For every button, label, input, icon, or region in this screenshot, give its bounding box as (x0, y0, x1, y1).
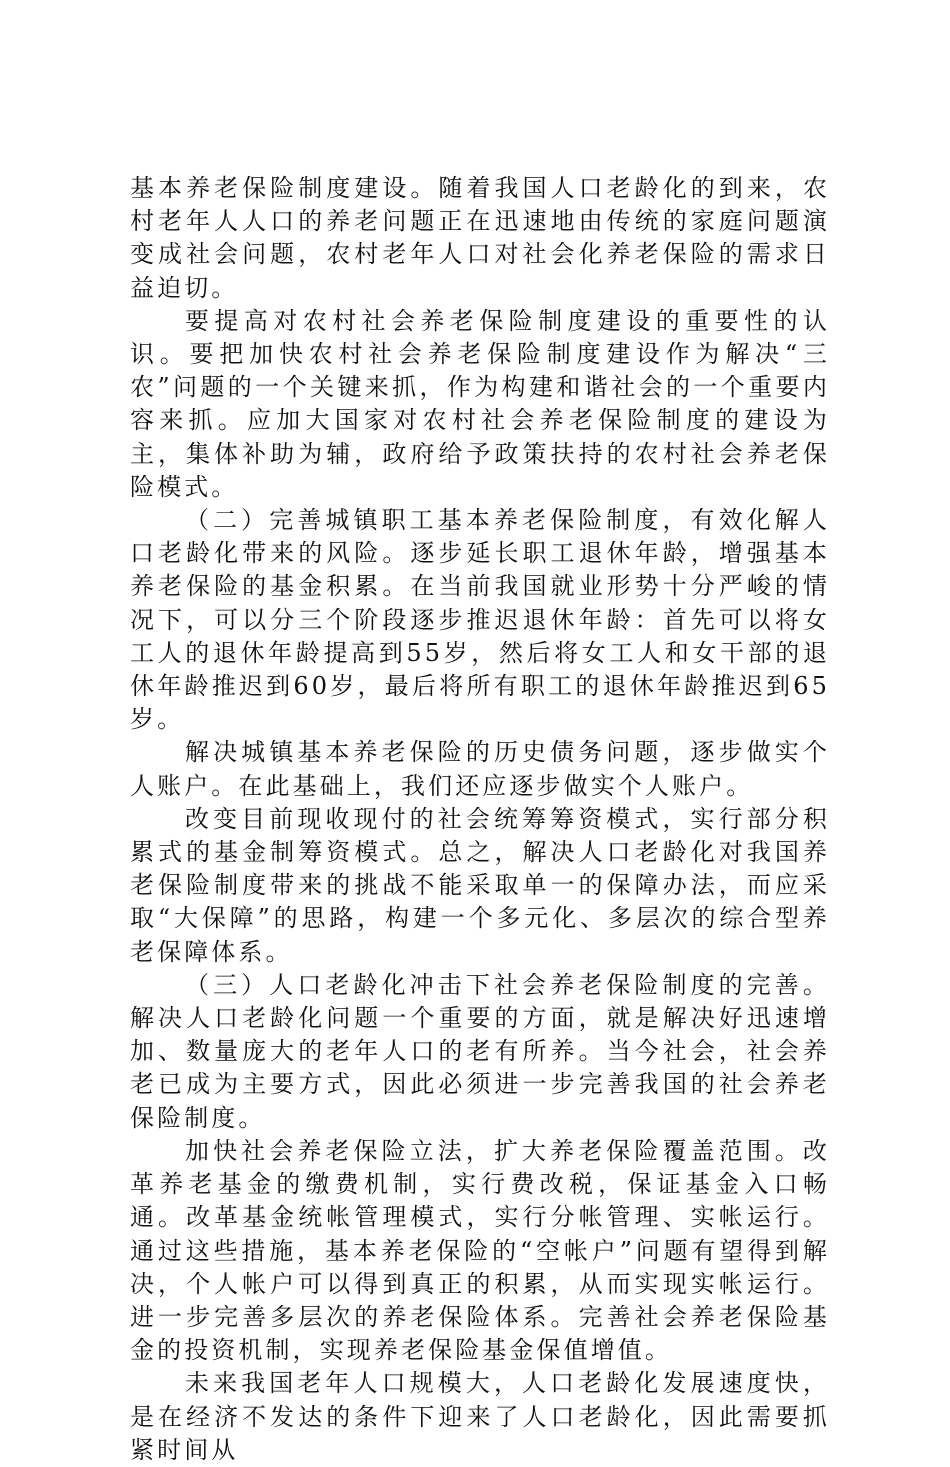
paragraph-section-three: （三）人口老龄化冲击下社会养老保险制度的完善。解决人口老龄化问题一个重要的方面，就是解决好迅速增加、数量庞大的老年人口的老有所养。当今社会，社会养老已成为主要方式，因此必须进一步完善我国的社会养老保险制度。 (130, 970, 830, 1132)
paragraph-section-two: （二）完善城镇职工基本养老保险制度，有效化解人口老龄化带来的风险。逐步延长职工退休年龄，增强基本养老保险的基金积累。在当前我国就业形势十分严峻的情况下，可以分三个阶段逐步推迟退休年龄：首先可以将女工人的退休年龄提高到55岁，然后将女工人和女干部的退休年龄推迟到60岁，最后将所有职工的退休年龄推迟到65岁。 (130, 506, 830, 734)
paragraph: 改变目前现收现付的社会统筹筹资模式，实行部分积累式的基金制筹资模式。总之，解决人口老龄化对我国养老保险制度带来的挑战不能采取单一的保障办法，而应采取“大保障”的思路，构建一个多元化、多层次的综合型养老保障体系。 (130, 804, 830, 966)
paragraph-continuation: 基本养老保险制度建设。随着我国人口老龄化的到来，农村老年人人口的养老问题正在迅速地由传统的家庭问题演变成社会问题，农村老年人口对社会化养老保险的需求日益迫切。 (130, 174, 830, 302)
paragraph: 解决城镇基本养老保险的历史债务问题，逐步做实个人账户。在此基础上，我们还应逐步做实个人账户。 (130, 738, 830, 800)
paragraph-final: 未来我国老年人口规模大，人口老龄化发展速度快，是在经济不发达的条件下迎来了人口老龄化，因此需要抓紧时间从 (130, 1369, 830, 1464)
document-body (130, 172, 830, 1467)
paragraph: 要提高对农村社会养老保险制度建设的重要性的认识。要把加快农村社会养老保险制度建设作为解决“三农”问题的一个关键来抓，作为构建和谐社会的一个重要内容来抓。应加大国家对农村社会养老保险制度的建设为主，集体补助为辅，政府给予政策扶持的农村社会养老保险模式。 (130, 306, 830, 501)
paragraph: 加快社会养老保险立法，扩大养老保险覆盖范围。改革养老基金的缴费机制，实行费改税，保证基金入口畅通。改革基金统帐管理模式，实行分帐管理、实帐运行。通过这些措施，基本养老保险的“空帐户”问题有望得到解决，个人帐户可以得到真正的积累，从而实现实帐运行。进一步完善多层次的养老保险体系。完善社会养老保险基金的投资机制，实现养老保险基金保值增值。 (130, 1136, 830, 1365)
